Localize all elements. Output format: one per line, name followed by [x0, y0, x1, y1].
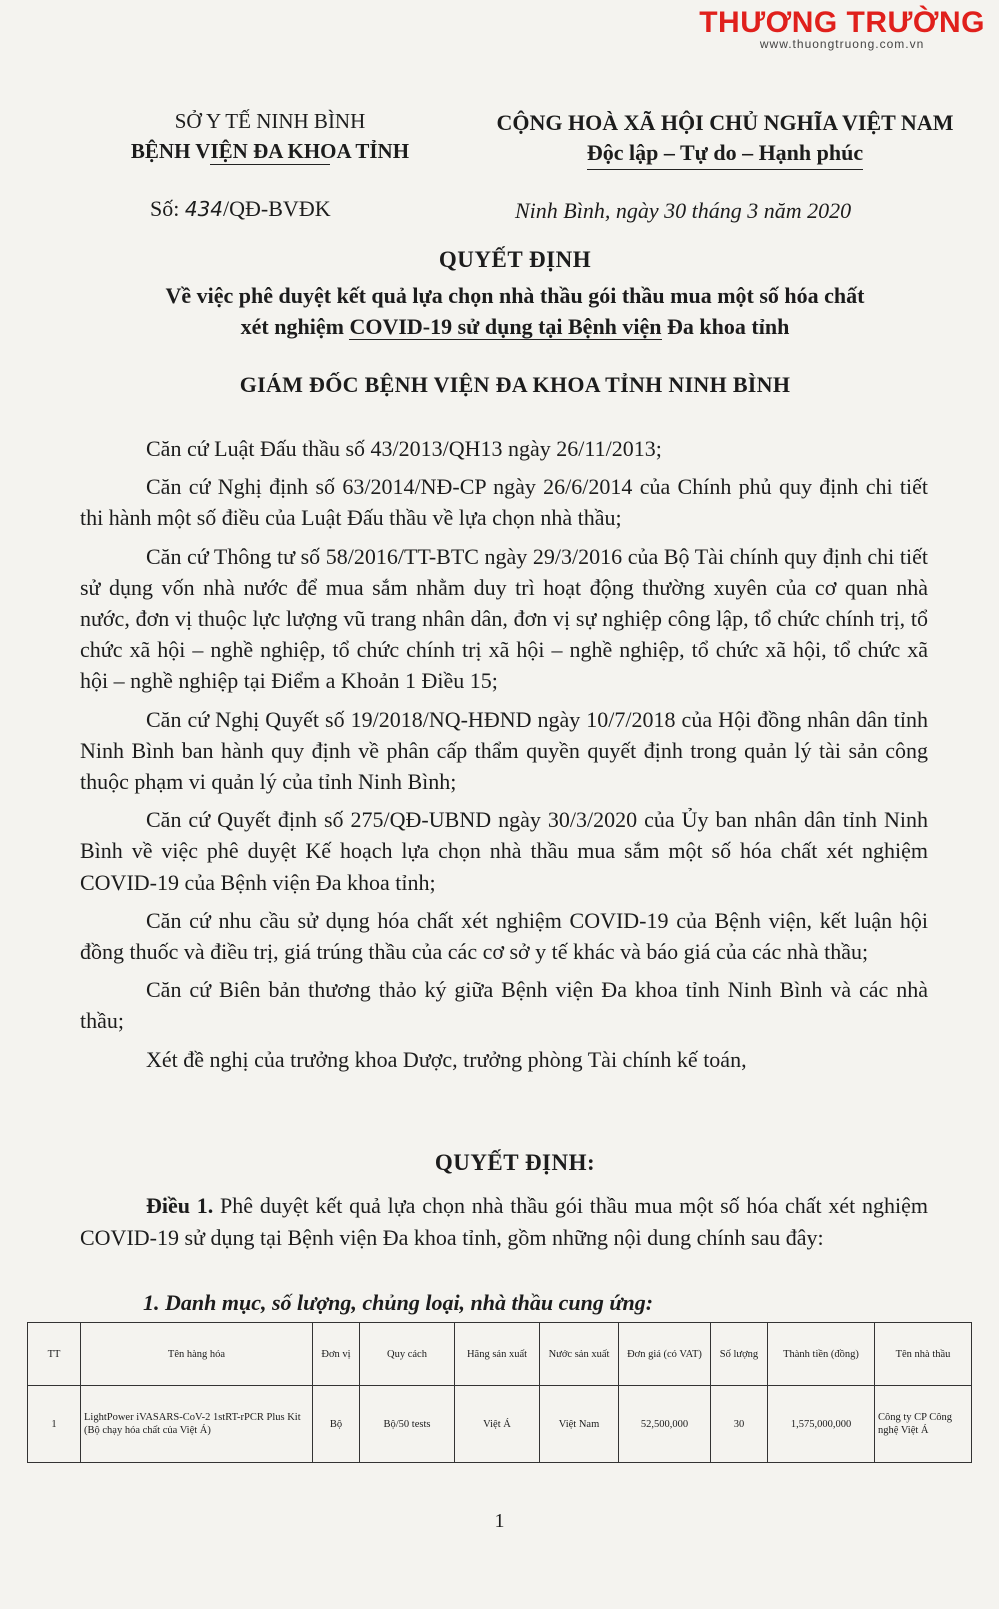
col-header-spec: Quy cách — [360, 1323, 455, 1386]
document-number — [150, 196, 331, 222]
col-header-quantity: Số lượng — [711, 1323, 768, 1386]
items-table — [27, 1322, 972, 1463]
page-number: 1 — [494, 1510, 505, 1532]
legal-basis: Căn cứ Nghị Quyết số 19/2018/NQ-HĐND ngày 10/7/2018 của Hội đồng nhân dân tỉnh Ninh Bình ban hành quy định về phân cấp thẩm quyền quyết định trong quản lý tài sản công thuộc phạm vi quản lý của tỉnh Ninh Bình; — [80, 706, 928, 795]
cell-amount: 1,575,000,000 — [768, 1386, 875, 1463]
issuing-authority: GIÁM ĐỐC BỆNH VIỆN ĐA KHOA TỈNH NINH BÌNH — [239, 372, 791, 397]
col-header-tt: TT — [28, 1323, 81, 1386]
doc-number-prefix: Số: — [150, 196, 180, 221]
cell-unit: Bộ — [313, 1386, 360, 1463]
col-header-manufacturer: Hãng sản xuất — [455, 1323, 540, 1386]
cell-manufacturer: Việt Á — [455, 1386, 540, 1463]
subject-line-2-end: Đa khoa tỉnh — [661, 314, 790, 339]
issuer-department: SỞ Y TẾ NINH BÌNH — [174, 109, 366, 133]
col-header-name: Tên hàng hóa — [81, 1323, 313, 1386]
doc-number-value: 434 — [184, 197, 224, 221]
col-header-vendor: Tên nhà thầu — [875, 1323, 972, 1386]
cell-country: Việt Nam — [540, 1386, 619, 1463]
col-header-unit: Đơn vị — [313, 1323, 360, 1386]
document-subject — [70, 280, 960, 342]
cell-spec: Bộ/50 tests — [360, 1386, 455, 1463]
document-title: QUYẾT ĐỊNH — [438, 247, 592, 272]
table-header-row — [28, 1323, 972, 1386]
legal-basis: Căn cứ Thông tư số 58/2016/TT-BTC ngày 29/3/2016 của Bộ Tài chính quy định chi tiết sử dụng vốn nhà nước để mua sắm nhằm duy trì hoạt động thường xuyên của cơ quan nhà nước, đơn vị thuộc lực lượng vũ trang nhân dân, đơn vị sự nghiệp công lập, tổ chức chính trị, tổ chức xã hội – nghề nghiệp, tổ chức chính trị xã hội – nghề nghiệp, tổ chức xã hội, tổ chức xã hội – nghề nghiệp tại Điểm a Khoản 1 Điều 15; — [80, 543, 928, 694]
article-1 — [80, 1190, 928, 1253]
subject-line-2-underlined: COVID-19 sử dụng tại Bệnh viện — [349, 314, 662, 339]
legal-basis: Căn cứ Biên bản thương thảo ký giữa Bệnh viện Đa khoa tỉnh Ninh Bình và các nhà thầu; — [80, 977, 928, 1034]
subject-line-2-start: xét nghiệm — [240, 314, 350, 339]
cell-vendor: Công ty CP Công nghệ Việt Á — [875, 1386, 972, 1463]
doc-number-suffix: /QĐ-BVĐK — [223, 196, 331, 221]
decision-heading: QUYẾT ĐỊNH: — [434, 1150, 596, 1175]
legal-basis: Căn cứ Quyết định số 275/QĐ-UBND ngày 30/3/2020 của Ủy ban nhân dân tỉnh Ninh Bình về việc phê duyệt Kế hoạch lựa chọn nhà thầu mua sắm một số hóa chất xét nghiệm COVID-19 của Bệnh viện Đa khoa tỉnh; — [80, 807, 928, 895]
cell-name: LightPower iVASARS-CoV-2 1stRT-rPCR Plus Kit (Bộ chạy hóa chất của Việt Á) — [81, 1386, 313, 1463]
col-header-amount: Thành tiền (đồng) — [768, 1323, 875, 1386]
national-title: CỘNG HOÀ XÃ HỘI CHỦ NGHĨA VIỆT NAM — [496, 110, 954, 135]
legal-basis: Căn cứ Luật Đấu thầu số 43/2013/QH13 ngày 26/11/2013; — [146, 436, 662, 461]
table-row — [28, 1386, 972, 1463]
national-motto: Độc lập – Tự do – Hạnh phúc — [587, 138, 863, 170]
article-1-text: Phê duyệt kết quả lựa chọn nhà thầu gói thầu mua một số hóa chất xét nghiệm COVID-19 sử dụng tại Bệnh viện Đa khoa tỉnh, gồm những nội dung chính sau đây: — [80, 1193, 929, 1250]
section-heading: 1. Danh mục, số lượng, chủng loại, nhà thầu cung ứng: — [143, 1290, 654, 1315]
article-1-label: Điều 1. — [146, 1193, 214, 1218]
place-date: Ninh Bình, ngày 30 tháng 3 năm 2020 — [515, 198, 852, 223]
watermark-logo — [699, 6, 985, 51]
col-header-unit-price: Đơn giá (có VAT) — [619, 1323, 711, 1386]
legal-basis: Căn cứ Nghị định số 63/2014/NĐ-CP ngày 26/6/2014 của Chính phủ quy định chi tiết thi hành một số điều của Luật Đấu thầu về lựa chọn nhà thầu; — [80, 474, 928, 531]
subject-line-1: Về việc phê duyệt kết quả lựa chọn nhà thầu gói thầu mua một số hóa chất — [165, 283, 865, 308]
watermark-title: THƯƠNG TRƯỜNG — [699, 6, 985, 39]
national-header — [470, 108, 980, 170]
legal-basis: Căn cứ nhu cầu sử dụng hóa chất xét nghiệm COVID-19 của Bệnh viện, kết luận hội đồng thuốc và điều trị, giá trúng thầu của các cơ sở y tế khác và báo giá của các nhà thầu; — [80, 907, 928, 965]
issuer-hospital: BỆNH VIỆN ĐA KHOA TỈNH — [130, 139, 410, 163]
issuer-header — [70, 106, 470, 165]
legal-basis: Xét đề nghị của trưởng khoa Dược, trưởng phòng Tài chính kế toán, — [146, 1046, 747, 1072]
col-header-country: Nước sản xuất — [540, 1323, 619, 1386]
legal-bases — [80, 433, 928, 1082]
cell-tt: 1 — [28, 1386, 81, 1463]
watermark-url: www.thuongtruong.com.vn — [759, 37, 925, 51]
cell-unit-price: 52,500,000 — [619, 1386, 711, 1463]
cell-quantity: 30 — [711, 1386, 768, 1463]
